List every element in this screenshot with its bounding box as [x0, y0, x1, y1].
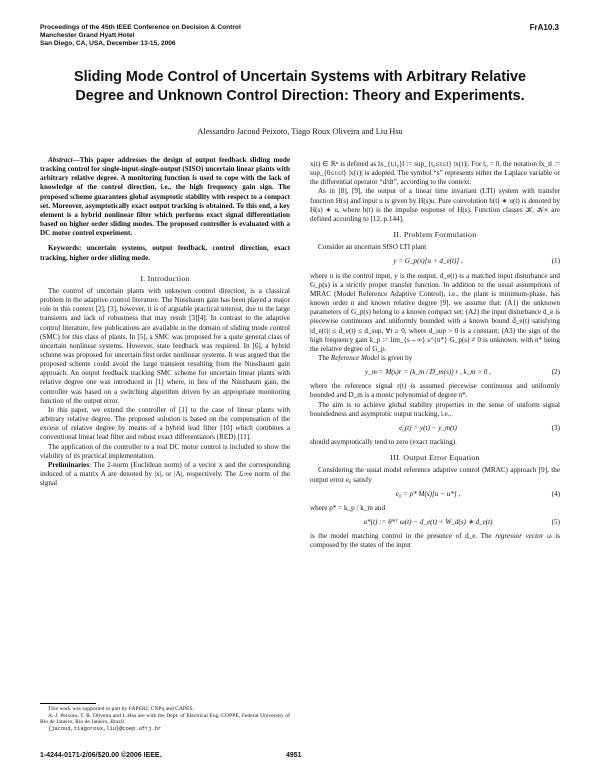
- header-line-conference: Proceedings of the 45th IEEE Conference on Decision & Control: [40, 24, 241, 31]
- footnote: [40, 700, 290, 733]
- aim-paragraph: The aim is to achieve global stability properties in the sense of uniform signal boundedness and asymptotic output tracking, i.e.,: [310, 400, 560, 418]
- model-matching-text-a: is the model matching control in the presence of d_e. The: [310, 532, 496, 541]
- model-matching-text-b: ω is composed by the states of the input: [310, 532, 560, 550]
- right-column: [310, 160, 560, 550]
- intro-paragraph-1: The control of uncertain plants with unknown control direction, is a classical problem in the adaptive control literature. The Nussbaum gain has been played a major role in this context [2], [3], however, it is of arguable practical interest, due to the large transients and lack of robustness that may result [3][4]. In contrast to the adaptive control literature, few publications are available in the domain of sliding mode control (SMC) for this class of plants. In [5], a SMC was proposed for a quite general class of uncertain nonlinear systems. However, state feedback was required. In [6], a hybrid scheme was proposed for uncertain first order nonlinear systems. It was argued that the proposed scheme could avoid the large transient resulting from the Nussbaum gain approach. An output feedback tracking SMC scheme for uncertain linear plants with relative degree one was introduced in [1] where, in lieu of the Nussbaum gain, the controller was based on a switching algorithm driven by an appropriate monitoring function of the output error.: [40, 286, 290, 405]
- intro-paragraph-3: The application of the controller to a real DC motor control is included to show the viability of its practical implementation.: [40, 442, 290, 460]
- abstract: [40, 156, 290, 238]
- preliminaries-continued: x(t) ∈ ℝⁿ is defined as ‖x_{t,t₀}‖ := sup_{t₀≤τ≤t} |x(τ)|. For t₀ = 0, the notation ‖x_t‖ := sup_{0≤τ≤t} |x(τ)| is adopted. The symbol “s” represents either the Laplace variable or the differential operator “d/dt”, according to the context.: [310, 160, 560, 187]
- footnote-emails: {jacoud,tiagoroux,liu}@coep.ufrj.br: [48, 726, 162, 733]
- section-heading-introduction: I. Introduction: [140, 273, 190, 283]
- isbn-copyright: 1-4244-0171-2/06/$20.00 ©2006 IEEE.: [40, 752, 162, 759]
- assumptions-paragraph: where u is the control input, y is the output, d_e(t) is a matched input disturbance and G_p(s) is a strictly proper transfer function. In addition to the usual assumptions of MRAC (Model Reference Adaptive Control), i.e., the plant is minimum-phase, has known order n and known relative degree [9], we assume that: (A1) the unknown parameters of G_p(s) belong to a known compact set; (A2) the input disturbance d_e is piecewise continuous and uniformly bounded with a known bound d̄_e(t) satisfying |d_e(t)| ≤ d̄_e(t) ≤ d_sup, ∀t ≥ 0, where d_sup > 0 is a constant; (A3) the sign of the high frequency gain k_p := lim_{s→∞} s^{n*} G_p(s) ≠ 0 is unknown, with n* being the relative degree of G_p.: [310, 271, 560, 353]
- intro-paragraph-2: In this paper, we extend the controller of [1] to the case of linear plants with arbitrary relative degree. The proposed solution is based on the compensation of the excess of relative degree by means of a hybrid lead filter [10] which combines a conventional linear lead filter and robust exact differentiators (RED) [11].: [40, 405, 290, 442]
- abstract-text: This paper addresses the design of output feedback sliding mode tracking control for single-input-single-output (SISO) uncertain linear plants with arbitrary relative degree. A monitoring function is used to cope with the lack of knowledge of the control direction, i.e., the high frequency gain sign. The proposed scheme guarantees global asymptotic stability with respect to a compact set. Moreover, asymptotically exact output tracking is obtained. To this end, a key element is a hybrid nonlinear filter which performs exact signal differentiation based on higher order sliding modes. The proposed controller is evaluated with a DC motor control experiment.: [40, 156, 290, 238]
- preliminaries-paragraph: [40, 461, 290, 488]
- equation-3-body: e₀(t) = y(t) − y_m(t): [399, 423, 457, 432]
- lti-paragraph: As in [8], [9], the output of a linear time invariant (LTI) system with transfer function H(s) and input u is given by H(s)u. Pure convolution h(t) ∗ u(t) is denoted by H(s) ∗ u, where h(t) is the impulse response of H(s). Function classes 𝒦, 𝒦∞ are defined according to [12, p.144].: [310, 187, 560, 223]
- reference-signal-paragraph: where the reference signal r(t) is assumed piecewise continuous and uniformly bounded and D_m is a monic polynomial of degree n*.: [310, 382, 560, 400]
- reference-model-pre: The: [318, 353, 331, 362]
- section-heading-output-error: III. Output Error Equation: [390, 453, 480, 463]
- header-line-venue: Manchester Grand Hyatt Hotel: [40, 32, 135, 40]
- paper-title: [40, 68, 560, 106]
- model-matching-paragraph: [310, 532, 560, 550]
- mrac-paragraph: Considering the usual model reference adaptive control (MRAC) approach [9], the output error e₀ satisfy: [310, 466, 560, 484]
- footnote-affiliation: A. J. Peixoto, T. R. Oliveira and L.Hsu are with the Dept. of Electrical Eng./COPPE, Federal University of Rio de Janeiro, Rio de Janeiro, Brazil.: [40, 712, 290, 726]
- title-line-1: Sliding Mode Control of Uncertain Systems with Arbitrary Relative: [73, 69, 527, 85]
- equation-4-body: e₀ = ρ* M(s)[u − u*] ,: [395, 489, 461, 498]
- header-line-location: San Diego, CA, USA, December 13-15, 2006: [40, 40, 176, 48]
- equation-2: [310, 368, 560, 377]
- author-list: Alessandro Jacoud Peixoto, Tiago Roux Oliveira and Liu Hsu: [197, 127, 403, 136]
- equation-4-number: (4): [551, 489, 560, 498]
- reference-model-post: is given by: [379, 353, 413, 362]
- equation-5-number: (5): [551, 518, 560, 526]
- preliminaries-label: Preliminaries: [48, 460, 90, 469]
- footnote-rule: [40, 703, 96, 704]
- keywords-label: Keywords:: [48, 244, 82, 253]
- equation-2-body: y_m = M(s)r = (k_m / D_m(s)) r , k_m > 0 ,: [365, 368, 491, 377]
- equation-5-body: u*(t) := θ*ᵀ ω(t) − d_e(t) + W_d(s) ∗ d_e(t): [363, 518, 493, 526]
- plant-intro: Consider an uncertain SISO LTI plant: [318, 243, 427, 252]
- equation-4: [310, 490, 560, 499]
- footnote-funding: This work was supported in part by FAPERJ, CNPq and CAPES.: [48, 706, 194, 712]
- exact-tracking-sentence: should asymptotically tend to zero (exact tracking).: [310, 438, 457, 447]
- title-line-2: Degree and Unknown Control Direction: Theory and Experiments.: [75, 88, 525, 104]
- equation-1: [310, 257, 560, 266]
- keywords: [40, 244, 290, 262]
- proceedings-header: [40, 24, 241, 49]
- reference-model-term: Reference Model: [330, 353, 380, 362]
- equation-1-body: y = G_p(s)[u + d_e(t)] ,: [393, 257, 463, 266]
- abstract-label: Abstract—: [48, 156, 80, 164]
- page-number: 4951: [286, 752, 302, 759]
- regressor-vector-term: regressor vector: [495, 532, 544, 541]
- session-code: FrA10.3: [529, 23, 559, 32]
- equation-3: [310, 424, 560, 433]
- preliminaries-text: : The 2-norm (Euclidean norm) of a vector x and the corresponding induced of a matrix A are denoted by |x|, or |A|, respectively. The ℒ∞e norm of the signal: [40, 460, 290, 488]
- keywords-text: uncertain systems, output feedback, control direction, exact tracking, higher order sliding mode.: [40, 244, 290, 262]
- section-heading-problem-formulation: II. Problem Formulation: [393, 230, 477, 240]
- reference-model-intro: [310, 354, 560, 363]
- left-column: [40, 156, 290, 488]
- equation-3-number: (3): [551, 423, 560, 432]
- equation-2-number: (2): [551, 368, 560, 377]
- rho-definition: where ρ* = k_p / k_m and: [310, 503, 386, 512]
- equation-5: [310, 518, 560, 527]
- equation-1-number: (1): [551, 257, 560, 266]
